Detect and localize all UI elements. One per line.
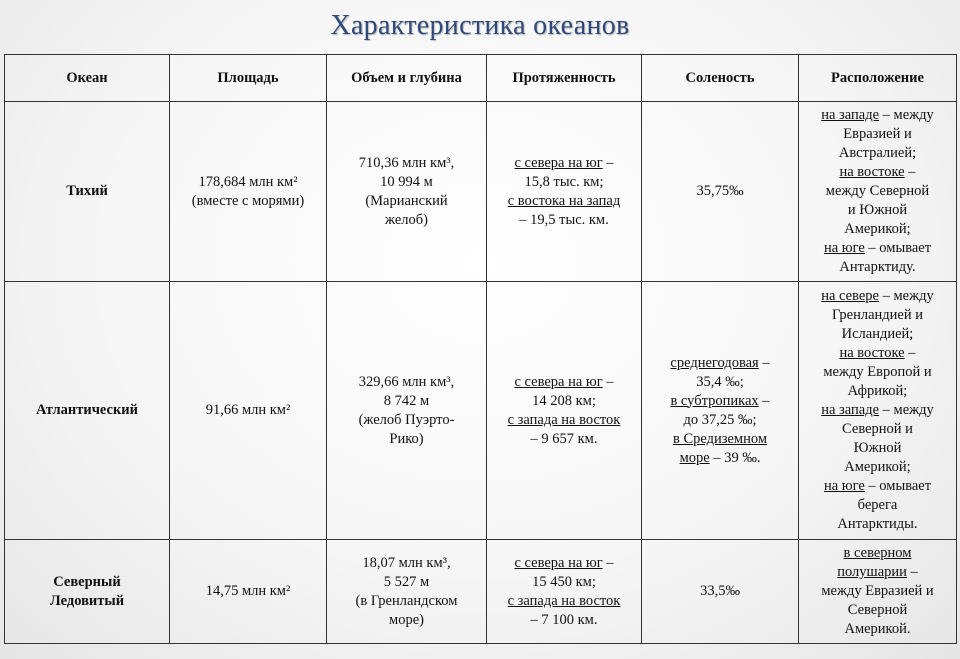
oceans-table	[4, 54, 957, 644]
table-row	[5, 540, 957, 644]
salinity-cell: среднегодовая – 35,4 ‰; в субтропиках – до 37,25 ‰; в Средиземном море – 39 ‰.	[642, 282, 799, 540]
table-row	[5, 282, 957, 540]
header-row	[5, 55, 957, 102]
location-cell: в северном полушарии – между Евразией и Северной Америкой.	[799, 540, 957, 644]
area-cell: 91,66 млн км²	[170, 282, 327, 540]
ocean-name: Атлантический	[5, 282, 170, 540]
salinity-cell: 33,5‰	[642, 540, 799, 644]
area-cell: 178,684 млн км² (вместе с морями)	[170, 102, 327, 282]
header-area: Площадь	[170, 55, 327, 102]
extent-cell: с севера на юг – 14 208 км; с запада на восток – 9 657 км.	[487, 282, 642, 540]
header-location: Расположение	[799, 55, 957, 102]
salinity-cell: 35,75‰	[642, 102, 799, 282]
extent-cell: с севера на юг – 15 450 км; с запада на восток – 7 100 км.	[487, 540, 642, 644]
ocean-name: Северный Ледовитый	[5, 540, 170, 644]
volume-cell: 329,66 млн км³, 8 742 м (желоб Пуэрто- Рико)	[327, 282, 487, 540]
table-row	[5, 102, 957, 282]
area-cell: 14,75 млн км²	[170, 540, 327, 644]
page-title: Характеристика океанов	[330, 10, 630, 41]
volume-cell: 710,36 млн км³, 10 994 м (Марианский желоб)	[327, 102, 487, 282]
header-extent: Протяженность	[487, 55, 642, 102]
extent-cell: с севера на юг – 15,8 тыс. км; с востока на запад – 19,5 тыс. км.	[487, 102, 642, 282]
header-salinity: Соленость	[642, 55, 799, 102]
location-cell: на западе – между Евразией и Австралией; на востоке – между Северной и Южной Америкой; на юге – омывает Антарктиду.	[799, 102, 957, 282]
location-cell: на севере – между Гренландией и Исландией; на востоке – между Европой и Африкой; на западе – между Северной и Южной Америкой; на юге – омывает берега Антарктиды.	[799, 282, 957, 540]
header-ocean: Океан	[5, 55, 170, 102]
header-volume-depth: Объем и глубина	[327, 55, 487, 102]
volume-cell: 18,07 млн км³, 5 527 м (в Гренландском море)	[327, 540, 487, 644]
ocean-name: Тихий	[5, 102, 170, 282]
